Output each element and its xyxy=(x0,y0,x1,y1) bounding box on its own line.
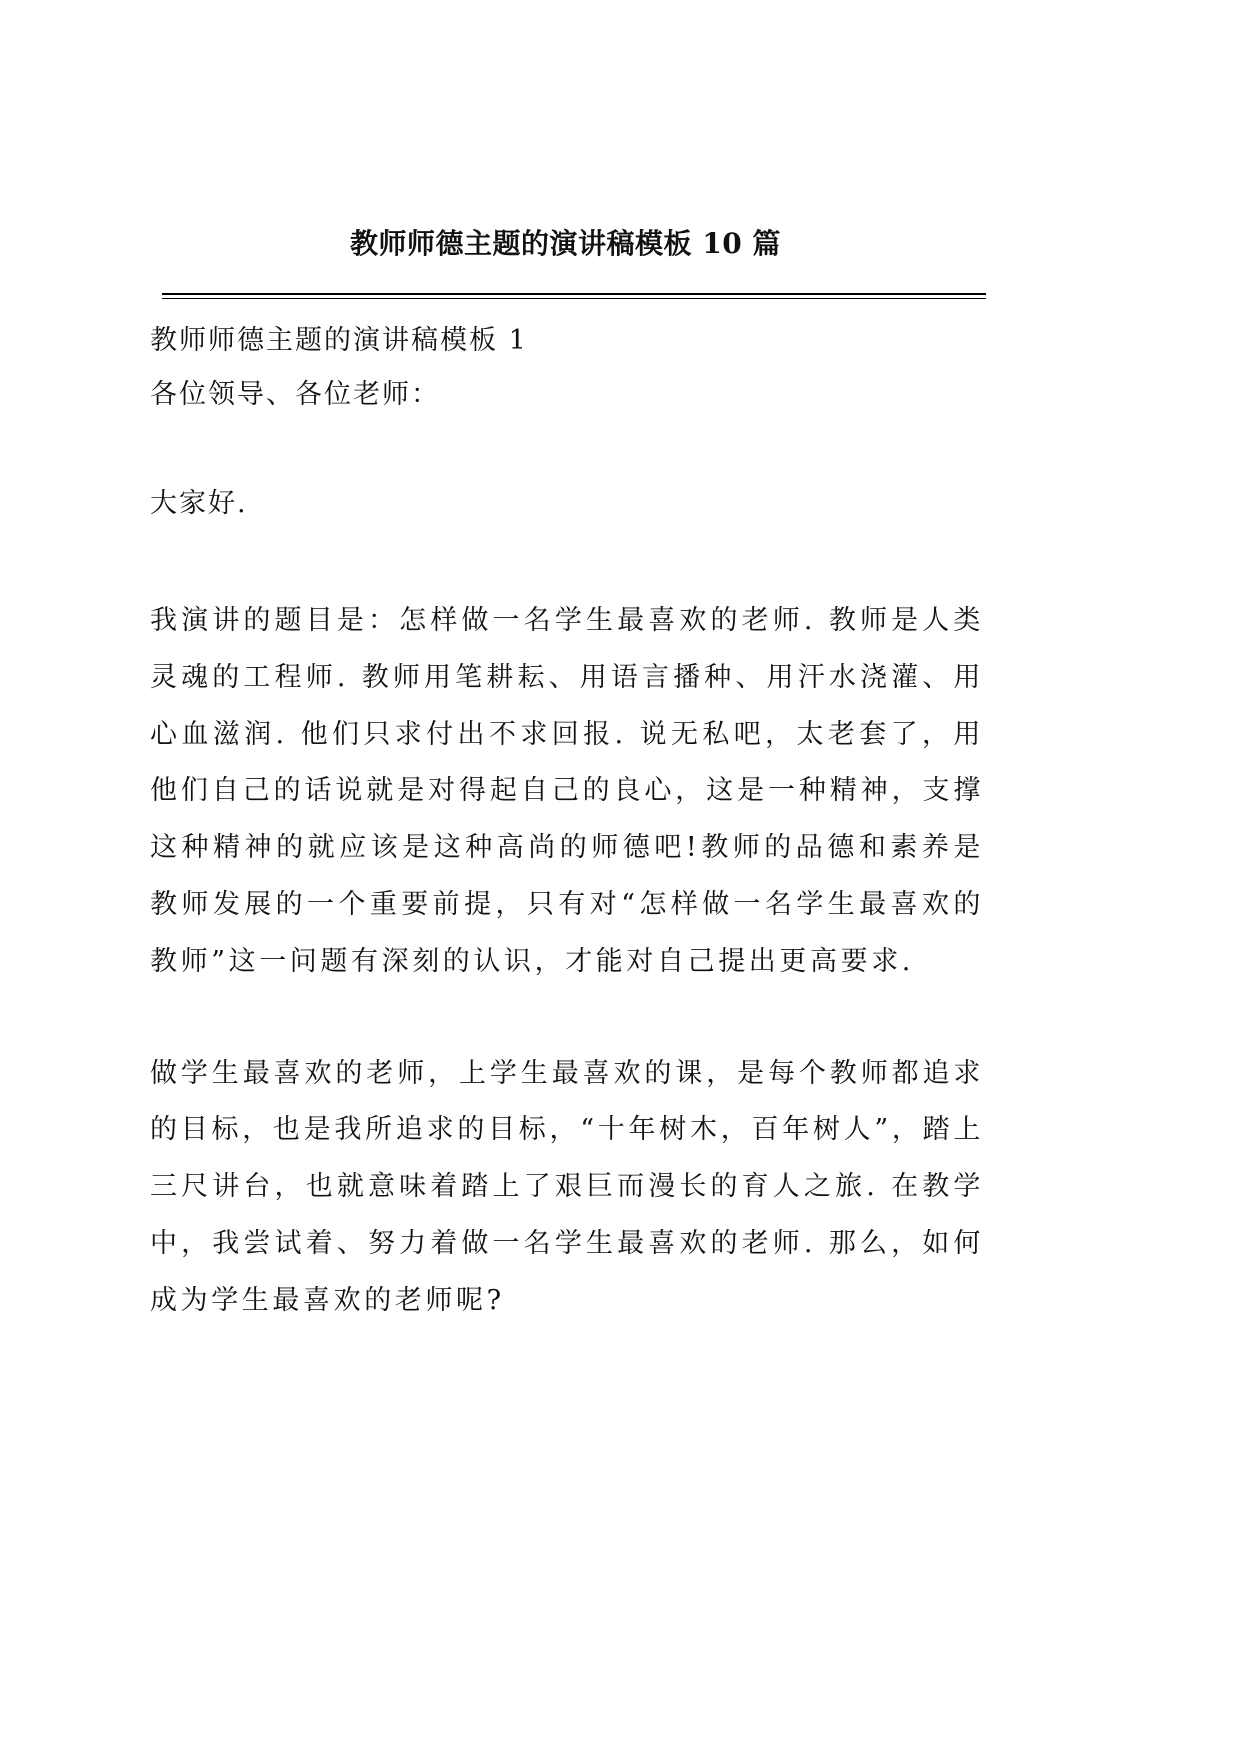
body-paragraph: 做学生最喜欢的老师，上学生最喜欢的课，是每个教师都追求的目标，也是我所追求的目标，“十年树木，百年树人”，踏上三尺讲台，也就意味着踏上了艰巨而漫长的育人之旅. 在教学中，我尝试着、努力着做一名学生最喜欢的老师. 那么，如何成为学生最喜欢的老师呢? xyxy=(150,1057,984,1316)
title-rule-thin xyxy=(162,298,986,299)
blank-line xyxy=(150,537,984,593)
title-rule-thick xyxy=(162,293,986,295)
salutation: 各位领导、各位老师： xyxy=(150,379,440,410)
greeting: 大家好. xyxy=(150,488,248,519)
section-heading: 教师师德主题的演讲稿模板 1 xyxy=(150,325,528,356)
blank-line xyxy=(150,991,984,1046)
document-body xyxy=(150,320,984,1330)
blank-line xyxy=(150,428,984,483)
body-paragraph: 我演讲的题目是：怎样做一名学生最喜欢的老师. 教师是人类灵魂的工程师. 教师用笔耕耘、用语言播种、用汗水浇灌、用心血滋润. 他们只求付出不求回报. 说无私吧，太老套了，用他们自己的话说就是对得起自己的良心，这是一种精神，支撑这种精神的就应该是这种高尚的师德吧!教师的品德和素养是教师发展的一个重要前提，只有对“怎样做一名学生最喜欢的教师”这一问题有深刻的认识，才能对自己提出更高要求. xyxy=(150,605,984,977)
document-title: 教师师德主题的演讲稿模板 10 篇 xyxy=(350,227,781,260)
